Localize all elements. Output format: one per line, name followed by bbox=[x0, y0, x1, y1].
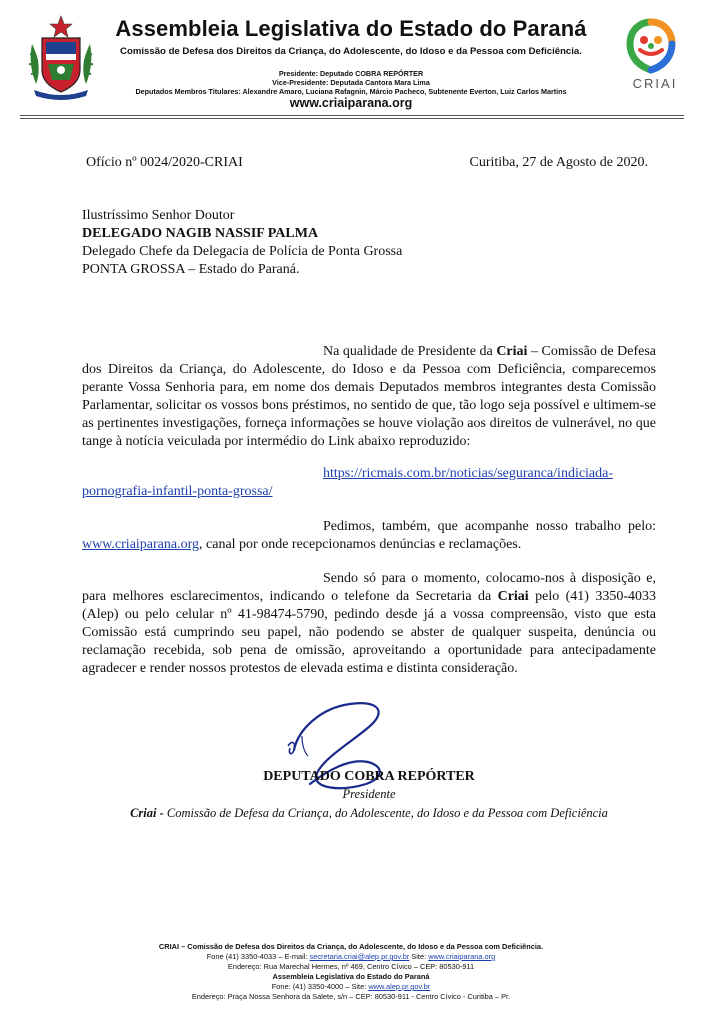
signatory-name: DEPUTADO COBRA REPÓRTER bbox=[263, 769, 475, 784]
header-vice-president: Vice-Presidente: Deputada Cantora Mara Lima bbox=[272, 78, 430, 87]
header-subtitle: Comissão de Defesa dos Direitos da Criança, do Adolescente, do Idoso e da Pessoa com Deficiência. bbox=[120, 46, 582, 57]
signatory-role: Presidente bbox=[342, 787, 396, 801]
news-link-line2[interactable] bbox=[82, 483, 273, 501]
p2-end: , canal por onde recepcionamos denúncias e reclamações. bbox=[199, 537, 522, 552]
footer-line-2 bbox=[0, 952, 702, 961]
paragraph-closing bbox=[82, 570, 656, 678]
footer-line-6: Endereço: Praça Nossa Senhora da Salete, s/n – CEP: 80530-911 - Centro Cívico - Curitiba – Pr. bbox=[191, 992, 511, 1001]
p1-start: Na qualidade de Presidente da bbox=[323, 344, 497, 359]
salutation: Ilustríssimo Senhor Doutor bbox=[82, 208, 235, 223]
criai-logo-text: CRIAI bbox=[632, 76, 678, 91]
footer-alep-site-link[interactable]: www.alep.pr.gov.br bbox=[368, 982, 431, 991]
paragraph-follow bbox=[82, 518, 656, 554]
recipient-name: DELEGADO NAGIB NASSIF PALMA bbox=[82, 226, 319, 241]
paragraph-request bbox=[82, 343, 656, 451]
header-president: Presidente: Deputado COBRA REPÓRTER bbox=[278, 69, 424, 78]
letter-place-date: Curitiba, 27 de Agosto de 2020. bbox=[469, 155, 648, 170]
header-title: Assembleia Legislativa do Estado do Paraná bbox=[115, 16, 587, 41]
recipient-location: PONTA GROSSA – Estado do Paraná. bbox=[82, 262, 300, 277]
p3-end: pelo (41) 3350-4033 (Alep) ou pelo celular nº 41-98474-5790, pedindo desde já a vossa compreensão, visto que esta Comissão está cumprindo seu papel, não podendo se abster de qualquer suspeita, denúncia ou reclamação recebida, sob pena de omissão, aproveitando a oportunidade para antecipadamente agradecer e render nossos protestos de elevada estima e distinta consideração. bbox=[82, 589, 656, 676]
footer-email-link[interactable]: secretaria.criai@alep.pr.gov.br bbox=[309, 952, 410, 961]
footer-line-3: Endereço: Rua Marechal Hermes, nº 469, Centro Cívico – CEP: 80530-911 bbox=[227, 962, 475, 971]
p3-bold: Criai bbox=[497, 589, 529, 604]
signatory-organization bbox=[82, 806, 656, 821]
signatory-org-bold: Criai - bbox=[130, 806, 164, 820]
footer-phone: Fone (41) 3350-4033 – E-mail: bbox=[206, 952, 310, 961]
p1-bold: Criai bbox=[496, 344, 528, 359]
footer-line-5 bbox=[0, 982, 702, 991]
criai-site-link[interactable]: www.criaiparana.org bbox=[82, 537, 200, 552]
p3-start: Sendo só para o momento, colocamo-nos à disposição e, para melhores esclarecimentos, indicando o telefone da Secretaria da bbox=[82, 571, 656, 604]
header-website[interactable]: www.criaiparana.org bbox=[289, 96, 413, 110]
letter-reference: Ofício nº 0024/2020-CRIAI bbox=[86, 155, 243, 170]
signatory-org-rest: Comissão de Defesa da Criança, do Adolescente, do Idoso e da Pessoa com Deficiência bbox=[163, 806, 608, 820]
footer-alep-phone: Fone: (41) 3350-4000 – Site: bbox=[271, 982, 369, 991]
footer-line-4: Assembleia Legislativa do Estado do Paraná bbox=[272, 972, 430, 981]
footer-site-label: Site: bbox=[409, 952, 429, 961]
footer-criai-site-link[interactable]: www.criaiparana.org bbox=[428, 952, 496, 961]
news-link[interactable]: https://ricmais.com.br/noticias/seguranca/indiciada- bbox=[323, 466, 614, 481]
header-members: Deputados Membros Titulares: Alexandre Amaro, Luciana Rafagnin, Márcio Pacheco, Subtenente Everton, Luiz Carlos Martins bbox=[135, 87, 567, 96]
header-divider bbox=[20, 115, 684, 119]
p1-end: – Comissão de Defesa dos Direitos da Criança, do Adolescente, do Idoso e da Pessoa com Deficiência, comparecemos perante Vossa Senhoria para, em nome dos demais Deputados membros integrantes desta Comissão Parlamentar, solicitar os vossos bons préstimos, no sentido de que, tão logo seja possível e ultimem-se as pertinentes investigações, forneça informações se houve violação aos direitos de vulnerável, no que tange à notícia veiculada por intermédio do Link abaixo reproduzido: bbox=[82, 344, 656, 449]
news-link-cont[interactable]: pornografia-infantil-ponta-grossa/ bbox=[82, 484, 273, 499]
p2-start: Pedimos, também, que acompanhe nosso trabalho pelo: bbox=[323, 519, 656, 534]
footer-line-1: CRIAI – Comissão de Defesa dos Direitos da Criança, do Adolescente, do Idoso e da Pessoa com Deficiência. bbox=[158, 942, 544, 951]
criai-logo-icon bbox=[612, 16, 690, 76]
recipient-title: Delegado Chefe da Delegacia de Polícia de Ponta Grossa bbox=[82, 244, 403, 259]
news-link-line1[interactable] bbox=[323, 465, 613, 483]
